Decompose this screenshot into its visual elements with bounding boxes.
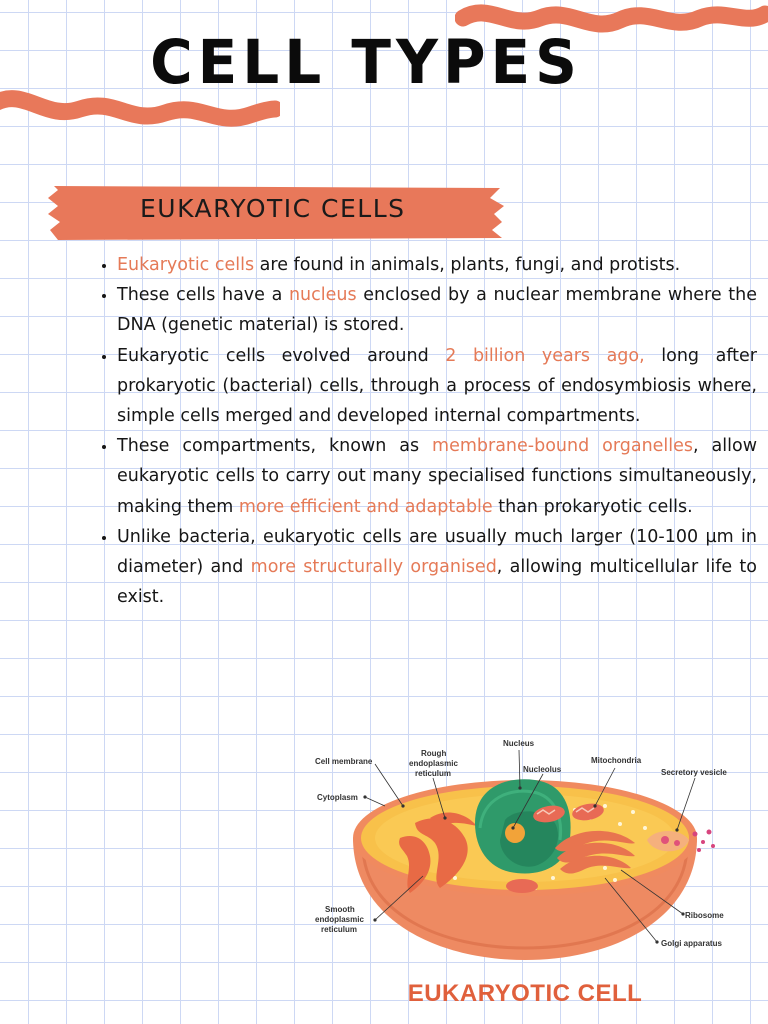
page-title: CELL TYPES [150,26,582,98]
bullet-text: long after prokaryotic (bacterial) cells, through a process of endosymbiosis where, simple cells merged and developed internal compartments. [117,345,757,427]
bullet-item [117,431,757,522]
bullet-item [117,280,757,340]
bullet-text: Unlike bacteria, eukaryotic cells are usually much larger (10-100 µm in diameter) and [117,526,757,578]
label-cytoplasm: Cytoplasm [317,793,358,802]
label-rough-er: endoplasmic [409,759,458,768]
bullet-list [96,250,757,612]
bullet-text: , allow eukaryotic cells to carry out many specialised functions simultaneously, making them [117,436,758,517]
label-ribosome: Ribosome [685,911,724,920]
bullet-text: These cells have a [117,285,289,306]
label-mitochondria: Mitochondria [591,756,642,765]
eukaryotic-cell-illustration [305,728,745,1010]
label-nucleus: Nucleus [503,739,535,748]
bullet-item [117,250,757,280]
label-rough-er: reticulum [415,769,452,778]
highlighted-term: 2 billion years ago, [445,345,645,366]
label-smooth-er: endoplasmic [315,915,364,924]
bullet-text: Eukaryotic cells evolved around [117,345,446,366]
nucleolus [505,823,525,843]
bullet-text: are found in animals, plants, fungi, and protists. [254,255,681,275]
label-cell-membrane: Cell membrane [315,757,373,766]
label-smooth-er: reticulum [321,925,358,934]
bullet-text: than prokaryotic cells. [492,496,693,517]
highlighted-term: Eukaryotic cells [117,255,255,275]
label-smooth-er: Smooth [325,905,355,914]
highlighted-term: membrane-bound organelles [432,436,694,457]
highlighted-term: more structurally organised [250,557,497,578]
highlighted-term: nucleus [288,285,357,306]
bullet-text: These compartments, known as [117,436,433,457]
highlighted-term: more efficient and adaptable [238,496,493,517]
label-nucleolus: Nucleolus [523,765,562,774]
figure-title: EUKARYOTIC CELL [407,980,643,1007]
label-golgi-apparatus: Golgi apparatus [661,939,722,948]
bullet-text: enclosed by a nuclear membrane where the DNA (genetic material) is stored. [117,285,757,336]
bullet-item [117,522,757,613]
section-heading: EUKARYOTIC CELLS [140,194,406,223]
label-rough-er: Rough [421,749,447,758]
bullet-item [117,341,757,432]
bullet-text: , allowing multicellular life to exist. [117,557,757,608]
label-secretory-vesicle: Secretory vesicle [661,768,727,777]
